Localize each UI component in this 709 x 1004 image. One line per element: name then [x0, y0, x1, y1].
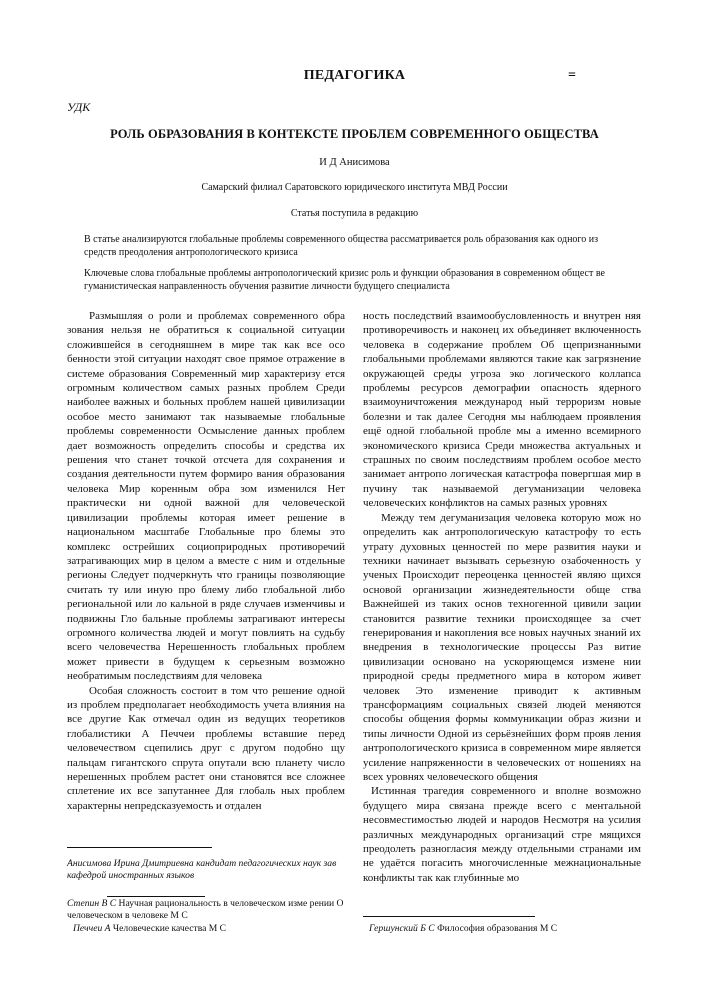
reference-text: Человеческие качества М С [110, 923, 227, 934]
received-date-line: Статья поступила в редакцию [290, 208, 419, 219]
udk-label: УДК [67, 100, 91, 114]
paragraph: ность последствий взаимообусловленность и внутрен няя противоречивость и наконец их объединяет включенность человека в содержание проблем Об щепризнанными глобальными проблемами являются такие как загрязнение окружающей среды угроза эко логического коллапса проблемы ресурсов демографии опасность ядерного взаимоуничтожения международ ный терроризм новые болезни и так далее Сегодня мы наблюдаем проявления ещё одной глобальной пробле мы а именно всемирного экономического кризиса Среди множества актуальных и страшных по своим последствиям проблем особое место занимает антропо логическая катастрофа повергшая мир в пучину так называемой дегуманизации человека человеческих конфликтов на самых разных уровнях [363, 310, 641, 510]
reference-text: Научная рациональность в человеческом изме рении О человеческом в человеке М С [67, 898, 344, 922]
author-footnote [67, 858, 345, 883]
journal-section-heading [0, 68, 709, 84]
reference-author: Гершунский Б С [369, 923, 435, 934]
abstract: В статье анализируются глобальные проблемы современного общества рассматривается роль образования как одного из средств преодоления антропологического кризиса [84, 234, 599, 258]
reference-text: Философия образования М С [434, 923, 558, 934]
reference-author: Печчеи А [73, 923, 111, 934]
paragraph: Размышляя о роли и проблемах современного обра зования нельзя не обратиться к социальной ситуации сложившейся в сегодняшнем в мире так как все осо бенности этой ситуации находят свое прямое отражение в системе образования Современный мир характеризу ется огромным количеством самых разных проблем Среди наиболее важных и больных проблем нашей цивилизации особое место занимают так называемые глобальные проблемы современности Осмысление данных проблем дает возможность определить способы и средства их решения что станет точкой отсчета для сохранения и создания деятельности путем формиро вания образования человека Мир коренным обра зом изменился Нет практически ни одной важной для человеческой цивилизации проблемы которая имеет решение в национальном масштабе Глобальные про блемы это комплекс острейших социоприродных противоречий затрагивающих мир в целом а вместе с ним и отдельные регионы Следует подчеркнуть что границы позволяющие считать ту или иную про блему либо глобальной либо региональной или ло кальной в ряде случаев изменчивы и подвижны Гло бальные проблемы затрагивают интересы огромного количества людей и могут повлиять на судьбу всего человечества Нерешенность глобальных проблем может привести в будущем к серьезным возможно необратимым последствиям для человека [67, 310, 345, 683]
footnote-separator [107, 896, 205, 897]
article-title: РОЛЬ ОБРАЗОВАНИЯ В КОНТЕКСТЕ ПРОБЛЕМ СОВРЕМЕННОГО ОБЩЕСТВА [110, 127, 599, 141]
author-footnote-text: Анисимова Ирина Дмитриевна кандидат педагогических наук зав кафедрой иностранных языков [67, 858, 337, 882]
author-affiliation: Самарский филиал Саратовского юридического института МВД России [201, 182, 508, 193]
header-mark: = [568, 68, 577, 83]
body-column-left [67, 309, 345, 813]
paragraph: Между тем дегуманизация человека которую мож но определить как антропологическую катастрофу то есть утрату духовных ценностей по мере развития науки и техники начинает вызывать серьезную озабоченность у ученых Происходит переоценка ценностей являю щихся основой организации жизнедеятельности обще ства Важнейшей из таких основ техногенной цивили зации становится развитие техники происходящее за счет генерирования и накопления все новых научных знаний их внедрения в технологические процессы Раз витие цивилизации основано на ускоряющемся измене нии природной среды предметного мира в котором живет человек Это изменение приводит к активным трансформациям социальных связей людей меняются способы общения формы коммуникации образ жизни и типы личности Одной из серьёзнейших форм прояв ления антропологического кризиса в современном мире является усиление напряженности в человеческих от ношениях на всех уровнях человеческого общения [363, 511, 641, 783]
body-column-right [363, 309, 641, 885]
reference-footnote [67, 898, 345, 923]
paragraph: Особая сложность состоит в том что решение одной из проблем предполагает необходимость учета влияния на все другие Как отмечал один из ведущих теоретиков глобалистики А Печчеи проблемы вставшие перед человечеством сцепились друг с другом подобно щу пальцам гигантского спрута опутали всю планету число нерешенных проблем растет они становятся все сложнее сплетение их все запутаннее Для глобаль ных проблем характерны непредсказуемость и отдален [67, 684, 345, 812]
reference-author: Степин В С [67, 898, 117, 909]
footnote-separator [67, 847, 212, 848]
reference-footnote [73, 923, 345, 935]
section-name: ПЕДАГОГИКА [303, 68, 406, 83]
paragraph: Истинная трагедия современного и вполне возможно будущего мира связана прежде всего с ментальной несовместимостью людей и народов Несмотря на усилия различных международных организаций стре мящихся преодолеть разногласия между отдельными странами им не удаётся погасить многочисленные межнациональные конфликты так как глубинные мо [363, 785, 641, 884]
footnote-separator [363, 916, 535, 917]
keywords: Ключевые слова глобальные проблемы антропологический кризис роль и функции образования в современном общест ве гуманистическая направленность обучения развитие личности будущего специалиста [84, 268, 605, 292]
article-author: И Д Анисимова [319, 157, 390, 168]
reference-footnote [369, 923, 647, 935]
